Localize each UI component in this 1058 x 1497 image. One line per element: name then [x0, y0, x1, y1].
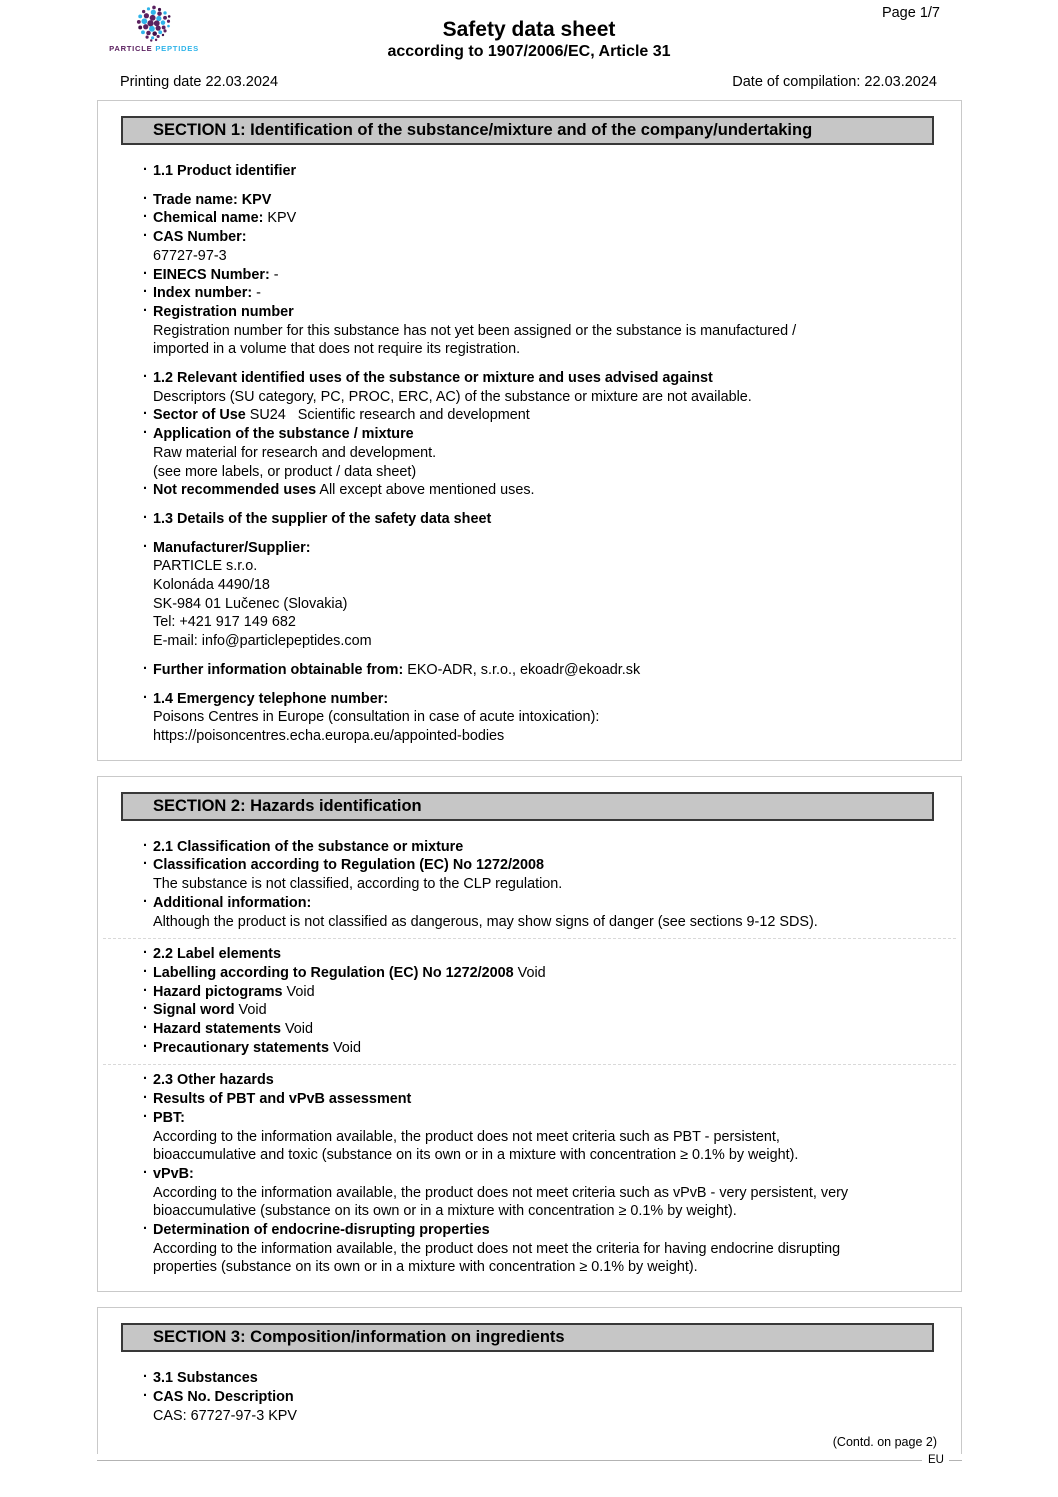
bullet-dot: · [143, 162, 148, 178]
bullet-dot: · [143, 1090, 148, 1107]
page-number: Page 1/7 [881, 5, 940, 21]
subsection-heading: · 2.3 Other hazards [143, 1071, 274, 1089]
bullet-dot: · [143, 228, 148, 245]
doc-row: According to the information available, the product does not meet criteria such as vPvB - very persistent, very bioaccumulative (substance on its own or in a mixture with concentration ≥ 0.1% by weight). [153, 1184, 849, 1220]
doc-row: · Labelling according to Regulation (EC) No 1272/2008 Void [143, 963, 546, 981]
doc-row: SK-984 01 Lučenec (Slovakia) [153, 595, 348, 612]
footer-line [97, 1460, 922, 1461]
doc-row: Descriptors (SU category, PC, PROC, ERC, AC) of the substance or mixture are not available. [153, 388, 752, 405]
doc-row: · CAS No. Description [143, 1387, 294, 1405]
bullet-dot: · [143, 509, 148, 526]
footer-region-label: EU [928, 1453, 944, 1466]
subsection-heading: · 1.3 Details of the supplier of the safety data sheet [143, 509, 492, 527]
doc-subtitle: according to 1907/2006/EC, Article 31 [387, 43, 671, 60]
bullet-dot: · [143, 945, 148, 962]
footer-rule [97, 1454, 962, 1467]
doc-row: Poisons Centres in Europe (consultation in case of acute intoxication): [153, 709, 600, 726]
doc-row: · Trade name: KPV [143, 190, 272, 208]
doc-row: · Registration number [143, 302, 294, 320]
doc-row: Kolonáda 4490/18 [153, 577, 270, 594]
bullet-dot: · [143, 425, 148, 442]
doc-row: · vPvB: [143, 1164, 194, 1182]
doc-row: (see more labels, or product / data sheet) [153, 463, 417, 480]
bullet-dot: · [143, 481, 148, 498]
doc-title: Safety data sheet [442, 18, 616, 41]
doc-row: Tel: +421 917 149 682 [153, 614, 296, 631]
logo-word-particle: PARTICLE [109, 44, 153, 53]
bullet-dot: · [143, 982, 148, 999]
subsection-heading: · 1.4 Emergency telephone number: [143, 689, 389, 707]
bullet-dot: · [143, 1369, 148, 1386]
section-box [97, 1307, 962, 1454]
subsection-heading: · 2.2 Label elements [143, 945, 281, 963]
bullet-dot: · [143, 1001, 148, 1018]
doc-row: · Results of PBT and vPvB assessment [143, 1090, 412, 1108]
doc-row: · Chemical name: KPV [143, 209, 297, 227]
doc-row: · PBT: [143, 1108, 185, 1126]
footer-line-tail [949, 1460, 962, 1461]
doc-row: PARTICLE s.r.o. [153, 558, 258, 575]
doc-row: · Sector of Use SU24 Scientific research and development [143, 406, 530, 424]
bullet-dot: · [143, 265, 148, 282]
subsection-heading: · 1.2 Relevant identified uses of the substance or mixture and uses advised against [143, 369, 713, 387]
doc-row: · Precautionary statements Void [143, 1038, 361, 1056]
bullet-dot: · [143, 1221, 148, 1238]
doc-row: https://poisoncentres.echa.europa.eu/appointed-bodies [153, 727, 505, 744]
doc-row: · Index number: - [143, 284, 261, 302]
bullet-dot: · [143, 302, 148, 319]
doc-row: · Classification according to Regulation (EC) No 1272/2008 [143, 856, 545, 874]
doc-row: · Manufacturer/Supplier: [143, 538, 311, 556]
doc-row: · Determination of endocrine-disrupting properties [143, 1221, 490, 1239]
bullet-dot: · [143, 369, 148, 386]
section-header: SECTION 1: Identification of the substance/mixture and of the company/undertaking [121, 116, 934, 145]
sections-container [97, 100, 962, 1454]
doc-row: E-mail: info@particlepeptides.com [153, 633, 372, 650]
title-block [0, 18, 1058, 61]
doc-row: According to the information available, the product does not meet criteria such as PBT - persistent, bioaccumulative and toxic (substance on its own or in a mixture with concentration ≥ 0.1% by weight). [153, 1128, 799, 1164]
bullet-dot: · [143, 190, 148, 207]
bullet-dot: · [143, 963, 148, 980]
bullet-dot: · [143, 538, 148, 555]
subsection-heading: · 1.1 Product identifier [143, 162, 297, 179]
bullet-dot: · [143, 1071, 148, 1088]
bullet-dot: · [143, 893, 148, 910]
contd-note: (Contd. on page 2) [832, 1435, 937, 1450]
bullet-dot: · [143, 1387, 148, 1404]
subsection-heading: · 3.1 Substances [143, 1369, 258, 1387]
bullet-dot: · [143, 406, 148, 423]
page-header [0, 0, 1058, 100]
doc-row: 67727-97-3 [153, 247, 227, 264]
doc-row: · Signal word Void [143, 1001, 267, 1019]
bullet-dot: · [143, 284, 148, 301]
bullet-dot: · [143, 1108, 148, 1125]
doc-row: Registration number for this substance has not yet been assigned or the substance is manufactured / imported in a volume that does not require its registration. [153, 322, 797, 358]
doc-row: The substance is not classified, according to the CLP regulation. [153, 876, 563, 893]
doc-row: CAS: 67727-97-3 KPV [153, 1407, 297, 1424]
bullet-dot: · [143, 856, 148, 873]
doc-row: · Additional information: [143, 893, 312, 911]
doc-row: Although the product is not classified as dangerous, may show signs of danger (see sections 9-12 SDS). [153, 913, 818, 930]
doc-row: · Hazard statements Void [143, 1020, 313, 1038]
section-header: SECTION 2: Hazards identification [121, 792, 934, 821]
doc-row: Raw material for research and development. [153, 444, 437, 461]
bullet-dot: · [143, 660, 148, 677]
doc-row: · Further information obtainable from: EKO-ADR, s.r.o., ekoadr@ekoadr.sk [143, 660, 641, 678]
printing-date: Printing date 22.03.2024 [120, 74, 279, 90]
bullet-dot: · [143, 689, 148, 706]
section-box [97, 100, 962, 761]
doc-row: According to the information available, the product does not meet the criteria for having endocrine disrupting properties (substance on its own or in a mixture with concentration ≥ 0.1% by weight). [153, 1240, 841, 1276]
doc-row: · Application of the substance / mixture [143, 425, 414, 443]
compilation-date: Date of compilation: 22.03.2024 [732, 74, 937, 90]
bullet-dot: · [143, 837, 148, 854]
section-box [97, 776, 962, 1292]
section-header: SECTION 3: Composition/information on ingredients [121, 1323, 934, 1352]
dashed-separator [103, 938, 956, 939]
dashed-separator [103, 1064, 956, 1065]
doc-row: · Hazard pictograms Void [143, 982, 315, 1000]
doc-row: · EINECS Number: - [143, 265, 279, 283]
logo-word-peptides: PEPTIDES [155, 44, 199, 53]
doc-row: · Not recommended uses All except above mentioned uses. [143, 481, 535, 499]
doc-row: · CAS Number: [143, 228, 247, 246]
bullet-dot: · [143, 209, 148, 226]
bullet-dot: · [143, 1020, 148, 1037]
bullet-dot: · [143, 1038, 148, 1055]
subsection-heading: · 2.1 Classification of the substance or mixture [143, 837, 464, 855]
bullet-dot: · [143, 1164, 148, 1181]
